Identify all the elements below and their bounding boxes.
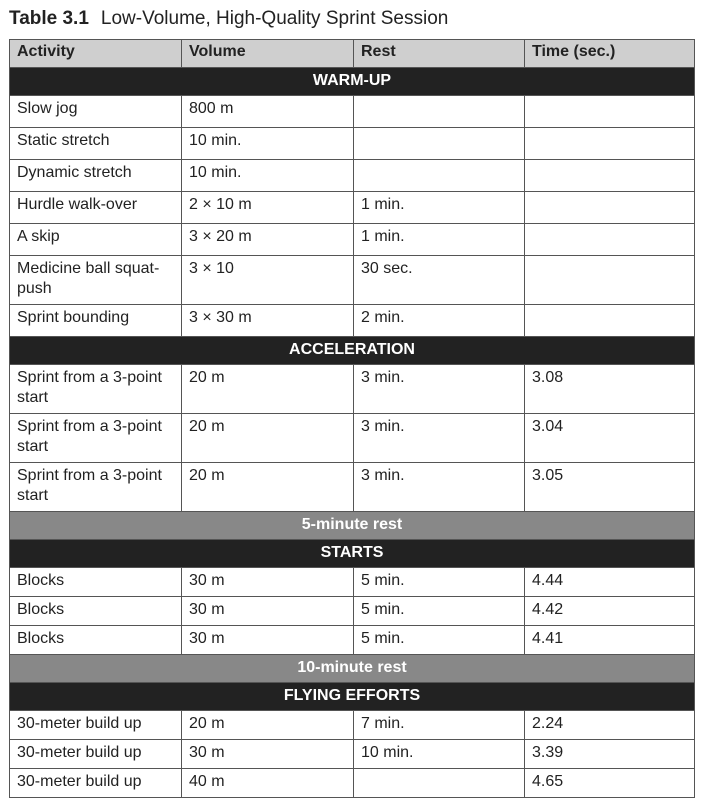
cell-activity: Slow jog: [10, 96, 182, 128]
cell-volume: 10 min.: [182, 128, 354, 160]
table-number: Table 3.1: [9, 8, 89, 29]
cell-volume: 3 × 10: [182, 256, 354, 305]
cell-activity: 30-meter build up: [10, 711, 182, 740]
cell-rest: [354, 160, 525, 192]
cell-activity: 30-meter build up: [10, 769, 182, 798]
table-row: [10, 192, 695, 224]
cell-volume: 30 m: [182, 568, 354, 597]
cell-activity: Blocks: [10, 568, 182, 597]
cell-rest: 2 min.: [354, 305, 525, 337]
section-title: WARM-UP: [10, 68, 695, 96]
cell-rest: 1 min.: [354, 192, 525, 224]
cell-volume: 800 m: [182, 96, 354, 128]
cell-activity: Sprint bounding: [10, 305, 182, 337]
cell-volume: 10 min.: [182, 160, 354, 192]
cell-volume: 30 m: [182, 626, 354, 655]
cell-time: [525, 256, 695, 305]
cell-time: 3.39: [525, 740, 695, 769]
cell-rest: 3 min.: [354, 414, 525, 463]
section-row: [10, 540, 695, 568]
cell-time: [525, 160, 695, 192]
cell-volume: 20 m: [182, 711, 354, 740]
cell-rest: 5 min.: [354, 597, 525, 626]
cell-rest: 5 min.: [354, 568, 525, 597]
table-row: [10, 463, 695, 512]
cell-rest: 30 sec.: [354, 256, 525, 305]
table-body: [10, 68, 695, 798]
cell-time: 4.44: [525, 568, 695, 597]
cell-rest: 1 min.: [354, 224, 525, 256]
section-row: [10, 655, 695, 683]
cell-time: [525, 128, 695, 160]
table-row: [10, 96, 695, 128]
table-row: [10, 128, 695, 160]
cell-volume: 20 m: [182, 414, 354, 463]
section-title: FLYING EFFORTS: [10, 683, 695, 711]
table-title: Low-Volume, High-Quality Sprint Session: [100, 8, 449, 29]
table-row: [10, 711, 695, 740]
section-title: ACCELERATION: [10, 337, 695, 365]
table-row: [10, 568, 695, 597]
cell-time: 4.42: [525, 597, 695, 626]
cell-time: [525, 224, 695, 256]
cell-time: 2.24: [525, 711, 695, 740]
cell-activity: Medicine ball squat-push: [10, 256, 182, 305]
section-row: [10, 68, 695, 96]
cell-activity: A skip: [10, 224, 182, 256]
cell-rest: 3 min.: [354, 463, 525, 512]
cell-activity: Hurdle walk-over: [10, 192, 182, 224]
cell-volume: 20 m: [182, 365, 354, 414]
table-row: [10, 769, 695, 798]
header-rest: Rest: [354, 40, 525, 68]
table-row: [10, 740, 695, 769]
cell-rest: 3 min.: [354, 365, 525, 414]
section-row: [10, 337, 695, 365]
header-activity: Activity: [10, 40, 182, 68]
section-title: 5-minute rest: [10, 512, 695, 540]
header-row: [10, 40, 695, 68]
cell-time: 4.41: [525, 626, 695, 655]
cell-time: 3.04: [525, 414, 695, 463]
cell-time: [525, 192, 695, 224]
cell-rest: [354, 128, 525, 160]
cell-volume: 20 m: [182, 463, 354, 512]
cell-activity: 30-meter build up: [10, 740, 182, 769]
cell-volume: 30 m: [182, 740, 354, 769]
cell-rest: 5 min.: [354, 626, 525, 655]
cell-volume: 3 × 20 m: [182, 224, 354, 256]
cell-volume: 30 m: [182, 597, 354, 626]
table-row: [10, 626, 695, 655]
cell-activity: Blocks: [10, 626, 182, 655]
cell-activity: Sprint from a 3-point start: [10, 365, 182, 414]
cell-activity: Sprint from a 3-point start: [10, 463, 182, 512]
cell-activity: Blocks: [10, 597, 182, 626]
table-row: [10, 365, 695, 414]
section-row: [10, 683, 695, 711]
cell-rest: 10 min.: [354, 740, 525, 769]
cell-activity: Sprint from a 3-point start: [10, 414, 182, 463]
cell-time: 3.08: [525, 365, 695, 414]
table-row: [10, 160, 695, 192]
cell-time: [525, 96, 695, 128]
section-title: 10-minute rest: [10, 655, 695, 683]
cell-rest: [354, 769, 525, 798]
cell-time: [525, 305, 695, 337]
table-caption: [9, 7, 448, 31]
table-row: [10, 305, 695, 337]
cell-activity: Static stretch: [10, 128, 182, 160]
section-title: STARTS: [10, 540, 695, 568]
sprint-session-table: [9, 39, 695, 798]
table-row: [10, 256, 695, 305]
table-row: [10, 224, 695, 256]
section-row: [10, 512, 695, 540]
table-row: [10, 414, 695, 463]
cell-time: 4.65: [525, 769, 695, 798]
cell-rest: 7 min.: [354, 711, 525, 740]
table-row: [10, 597, 695, 626]
header-volume: Volume: [182, 40, 354, 68]
cell-volume: 2 × 10 m: [182, 192, 354, 224]
cell-volume: 40 m: [182, 769, 354, 798]
cell-volume: 3 × 30 m: [182, 305, 354, 337]
header-time: Time (sec.): [525, 40, 695, 68]
cell-time: 3.05: [525, 463, 695, 512]
cell-activity: Dynamic stretch: [10, 160, 182, 192]
cell-rest: [354, 96, 525, 128]
